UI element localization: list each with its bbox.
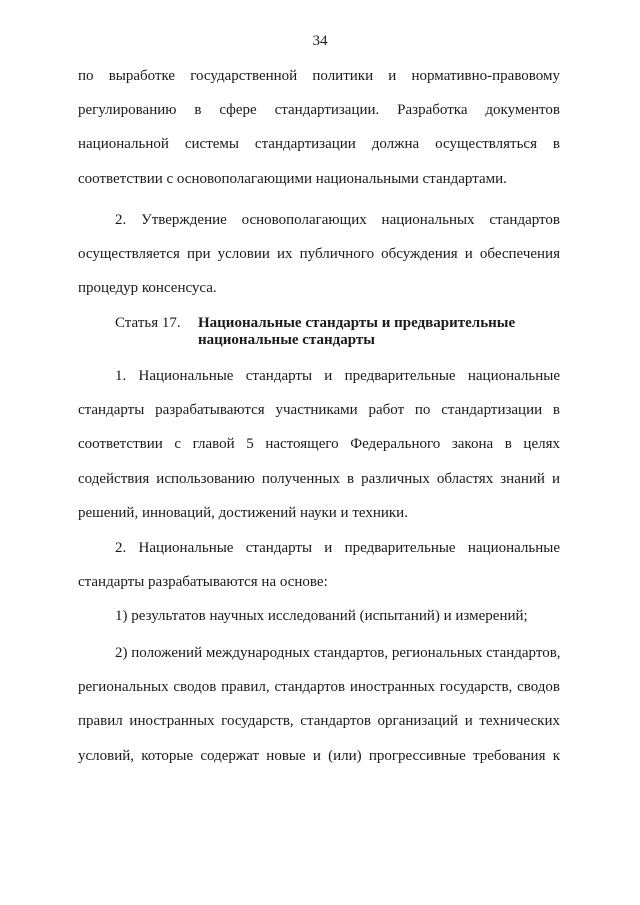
text-line: 1. Национальные стандарты и предварительные национальные xyxy=(115,368,560,384)
text-line: соответствии с главой 5 настоящего Федерального закона в целях xyxy=(78,436,560,453)
paragraph-clause-1 xyxy=(78,366,560,537)
paragraph-continuation xyxy=(78,66,560,203)
text-line: соответствии с основополагающими национальными стандартами. xyxy=(78,170,507,187)
article-label: Статья 17. xyxy=(115,315,181,331)
text-line: осуществляется при условии их публичного обсуждения и обеспечения xyxy=(78,246,560,263)
text-line: стандарты разрабатываются на основе: xyxy=(78,574,328,591)
paragraph-approval xyxy=(78,210,560,313)
text-line: региональных сводов правил, стандартов иностранных государств, сводов xyxy=(78,679,560,696)
text-line: решений, инноваций, достижений науки и техники. xyxy=(78,504,408,521)
text-line: по выработке государственной политики и нормативно-правовому xyxy=(78,68,560,84)
text-line: стандарты разрабатываются участниками работ по стандартизации в xyxy=(78,402,560,419)
text-line: условий, которые содержат новые и (или) прогрессивные требования к xyxy=(78,747,560,764)
text-line: процедур консенсуса. xyxy=(78,280,217,297)
paragraph-clause-2 xyxy=(78,538,560,606)
article-title-line: национальные стандарты xyxy=(198,332,375,348)
article-title xyxy=(198,315,515,349)
text-line: 2. Утверждение основополагающих национальных стандартов xyxy=(115,212,560,228)
text-line: правил иностранных государств, стандартов организаций и технических xyxy=(78,713,560,730)
page-number: 34 xyxy=(312,33,328,49)
list-item-2 xyxy=(78,643,560,780)
text-line: 2) положений международных стандартов, региональных стандартов, xyxy=(115,645,561,661)
text-line: содействия использованию полученных в различных областях знаний и xyxy=(78,470,560,487)
text-line: 2. Национальные стандарты и предварительные национальные xyxy=(115,540,560,556)
text-line: 1) результатов научных исследований (испытаний) и измерений; xyxy=(115,608,528,624)
text-line: регулированию в сфере стандартизации. Разработка документов xyxy=(78,102,560,119)
article-title-line: Национальные стандарты и предварительные xyxy=(198,315,516,331)
text-line: национальной системы стандартизации должна осуществляться в xyxy=(78,136,560,153)
list-item-1 xyxy=(78,606,560,640)
